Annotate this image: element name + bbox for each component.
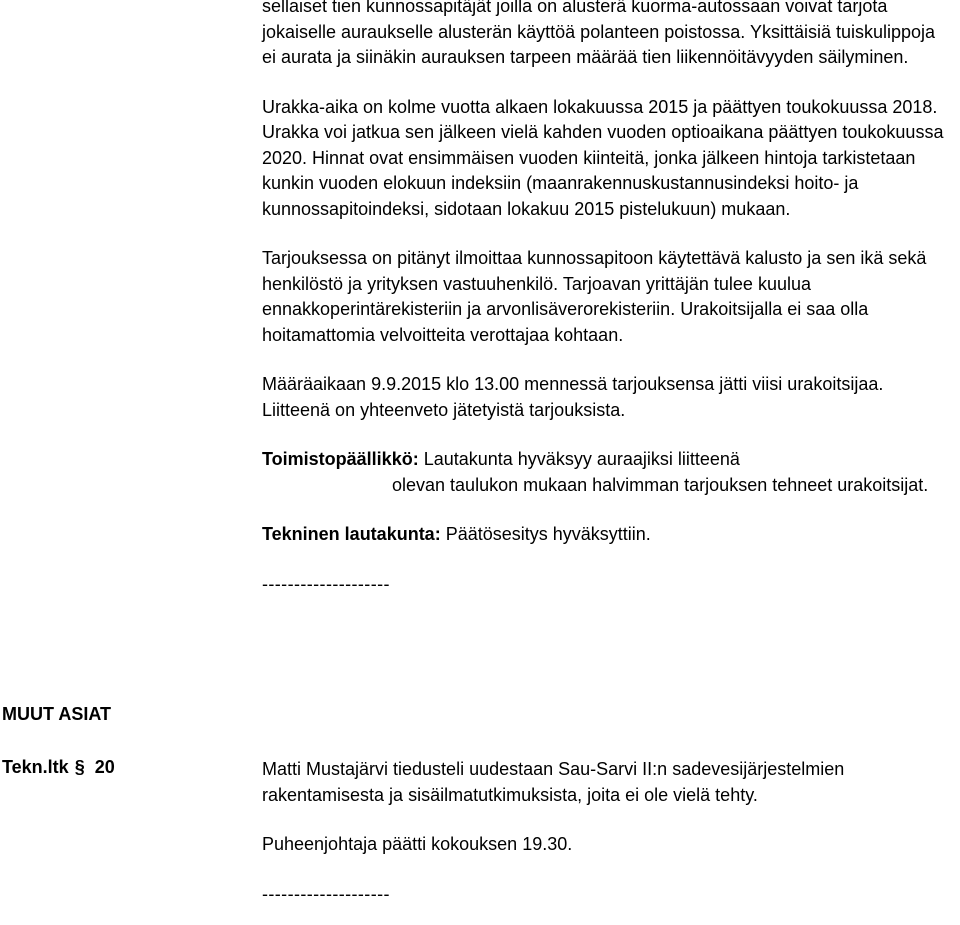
paragraph-snowplow-terms: sellaiset tien kunnossapitäjät joilla on alusterä kuorma-autossaan voivat tarjota jokaiselle auraukselle alusterän käyttöä polanteen poistossa. Yksittäisiä tuiskulippoja ei aurata ja siinäkin aurauksen tarpeen määrää tien liikennöitävyyden säilyminen. — [262, 0, 936, 67]
section-heading: MUUT ASIAT — [2, 704, 111, 724]
separator-line-end: -------------------- — [262, 883, 390, 904]
section-sign-icon: § — [74, 757, 85, 777]
decision — [262, 522, 952, 548]
separator-line: -------------------- — [262, 573, 390, 594]
proposal-text-first: Lautakunta hyväksyy auraajiksi liitteenä — [423, 449, 740, 469]
paragraph-bid-requirements: Tarjouksessa on pitänyt ilmoittaa kunnossapitoon käytettävä kalusto ja sen ikä sekä henkilöstö ja yrityksen vastuuhenkilö. Tarjoavan yrittäjän tulee kuulua ennakkoperintärekisteriin ja arvonlisäverorekisteriin. Urakoitsijalla ei saa olla hoitamattomia velvoitteita verottajaa kohtaan. — [262, 248, 927, 345]
paragraph-inquiry: Matti Mustajärvi tiedusteli uudestaan Sau-Sarvi II:n sadevesijärjestelmien rakentamisesta ja sisäilmatutkimuksista, joita ei ole vielä tehty. — [262, 759, 845, 805]
paragraph-bids-received: Määräaikaan 9.9.2015 klo 13.00 mennessä tarjouksensa jätti viisi urakoitsijaa. Liitteenä on yhteenveto jätetyistä tarjouksista. — [262, 374, 884, 420]
paragraph-meeting-closed: Puheenjohtaja päätti kokouksen 19.30. — [262, 834, 573, 854]
section-body — [262, 757, 952, 907]
paragraph-contract-period: Urakka-aika on kolme vuotta alkaen lokakuussa 2015 ja päättyen toukokuussa 2018. Urakka voi jatkua sen jälkeen vielä kahden vuoden optioaikana päättyen toukokuussa 2020. Hinnat ovat ensimmäisen vuoden kiinteitä, jonka jälkeen hintoja tarkistetaan kunkin vuoden elokuun indeksiin (maanrakennuskustannusindeksi hoito- ja kunnossapitoindeksi, sidotaan lokakuu 2015 pistelukuun) mukaan. — [262, 96, 944, 219]
decision-label: Tekninen lautakunta: — [262, 524, 441, 544]
proposal — [262, 447, 952, 473]
main-content — [262, 0, 952, 597]
decision-text: Päätösesitys hyväksyttiin. — [445, 524, 651, 544]
proposal-label: Toimistopäällikkö: — [262, 449, 419, 469]
section-label-prefix: Tekn.ltk — [2, 757, 69, 777]
section-label — [2, 755, 115, 781]
proposal-text-rest: olevan taulukon mukaan halvimman tarjouksen tehneet urakoitsijat. — [392, 474, 929, 495]
section-number: 20 — [94, 757, 115, 777]
